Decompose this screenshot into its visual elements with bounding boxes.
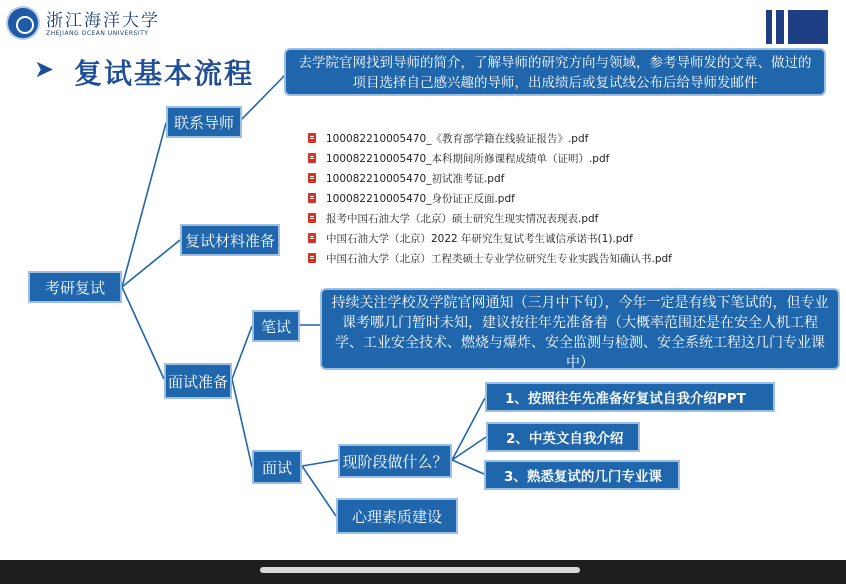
contact-advisor-note: 去学院官网找到导师的简介，了解导师的研究方向与领域，参考导师发的文章、做过的项目选择自己感兴趣的导师，出成绩后或复试线公布后给导师发邮件 xyxy=(284,48,826,96)
pdf-file-icon xyxy=(308,253,316,263)
scroll-thumb[interactable] xyxy=(260,567,580,573)
connector-prep-interview xyxy=(232,379,252,467)
file-name: 报考中国石油大学（北京）硕士研究生现实情况表现表.pdf xyxy=(326,212,599,225)
interview-node: 面试 xyxy=(252,450,302,484)
pdf-file-icon xyxy=(308,193,316,203)
file-item[interactable] xyxy=(308,248,672,268)
university-name-english: ZHEJIANG OCEAN UNIVERSITY xyxy=(46,30,149,37)
materials-node: 复试材料准备 xyxy=(180,224,280,256)
page-title: 复试基本流程 xyxy=(74,57,255,90)
pdf-file-icon xyxy=(308,213,316,223)
step-3: 3、熟悉复试的几门专业课 xyxy=(484,460,680,490)
connector-root-interview-prep xyxy=(122,287,164,379)
file-item[interactable] xyxy=(308,148,672,168)
written-exam-note: 持续关注学校及学院官网通知（三月中下旬），今年一定是有线下笔试的，但专业课考哪几门暂时未知，建议按往年先准备着（大概率范围还是在安全人机工程学、工业安全技术、燃烧与爆炸、安全监测与检测、安全系统工程这几门专业课中） xyxy=(320,288,840,370)
connector-question-step3 xyxy=(452,460,484,474)
title-arrow-icon: ➤ xyxy=(34,55,55,83)
question-node: 现阶段做什么？ xyxy=(338,444,452,478)
file-item[interactable] xyxy=(308,168,672,188)
file-name: 中国石油大学（北京）工程类硕士专业学位研究生专业实践告知确认书.pdf xyxy=(326,252,672,265)
connector-question-step2 xyxy=(452,437,486,460)
step-1: 1、按照往年先准备好复试自我介绍PPT xyxy=(485,382,775,412)
step-2: 2、中英文自我介绍 xyxy=(486,422,640,452)
written-exam-node: 笔试 xyxy=(252,310,300,342)
file-name: 100082210005470_初试准考证.pdf xyxy=(326,172,505,185)
materials-file-list xyxy=(308,128,672,268)
pdf-file-icon xyxy=(308,173,316,183)
connector-contact-note xyxy=(240,72,288,121)
contact-advisor-node: 联系导师 xyxy=(166,106,242,138)
university-name: 浙江海洋大学 xyxy=(46,11,160,31)
file-name: 100082210005470_《教育部学籍在线验证报告》.pdf xyxy=(326,132,589,145)
file-name: 100082210005470_本科期间所修课程成绩单（证明）.pdf xyxy=(326,152,610,165)
root-node: 考研复试 xyxy=(28,271,122,303)
file-name: 100082210005470_身份证正反面.pdf xyxy=(326,192,515,205)
scroll-track[interactable] xyxy=(260,567,580,573)
connector-prep-written xyxy=(232,326,252,379)
connector-question-step1 xyxy=(452,398,485,460)
connector-interview-question xyxy=(302,460,338,466)
file-item[interactable] xyxy=(308,188,672,208)
interview-prep-node: 面试准备 xyxy=(164,363,232,399)
pdf-file-icon xyxy=(308,233,316,243)
pdf-file-icon xyxy=(308,153,316,163)
pdf-file-icon xyxy=(308,133,316,143)
file-name: 中国石油大学（北京）2022 年研究生复试考生诚信承诺书(1).pdf xyxy=(326,232,633,245)
file-item[interactable] xyxy=(308,228,672,248)
file-item[interactable] xyxy=(308,208,672,228)
psych-node: 心理素质建设 xyxy=(336,498,458,534)
connector-interview-psych xyxy=(302,466,336,516)
connector-root-contact xyxy=(122,123,166,287)
file-item[interactable] xyxy=(308,128,672,148)
connector-root-materials xyxy=(122,240,180,287)
